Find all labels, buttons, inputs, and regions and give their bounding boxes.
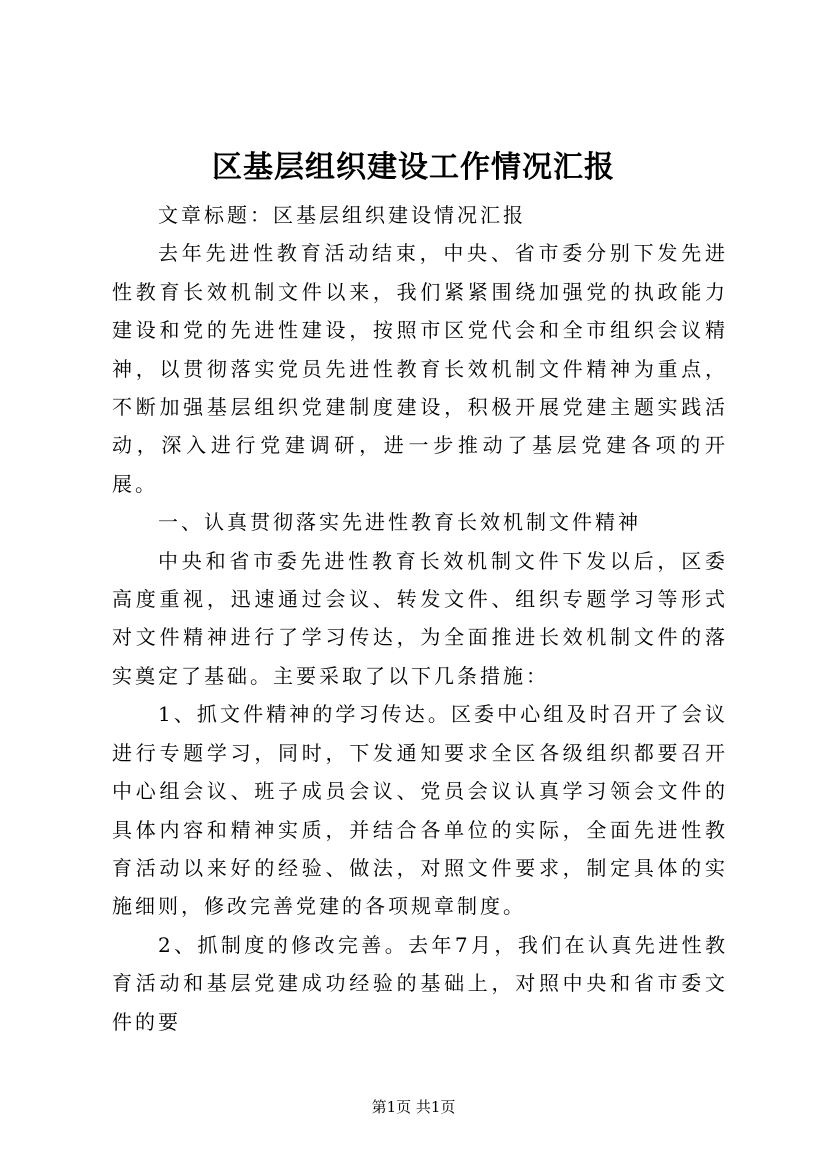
paragraph-item-1: 1、抓文件精神的学习传达。区委中心组及时召开了会议进行专题学习，同时，下发通知要求全区各级组织都要召开中心组会议、班子成员会议、党员会议认真学习领会文件的具体内容和精神实质，并结合各单位的实际，全面先进性教育活动以来好的经验、做法，对照文件要求，制定具体的实施细则，修改完善党建的各项规章制度。 [112, 702, 728, 919]
section-heading-1: 一、认真贯彻落实先进性教育长效机制文件精神 [158, 510, 641, 535]
article-heading: 文章标题：区基层组织建设情况汇报 [158, 203, 526, 227]
paragraph-item-2: 2、抓制度的修改完善。去年7月，我们在认真先进性教育活动和基层党建成功经验的基础上，对照中央和省市委文件的要 [112, 932, 728, 1034]
paragraph-intro: 去年先进性教育活动结束，中央、省市委分别下发先进性教育长效机制文件以来，我们紧紧围绕加强党的执政能力建设和党的先进性建设，按照市区党代会和全市组织会议精神，以贯彻落实党员先进性教育长效机制文件精神为重点，不断加强基层组织党建制度建设，积极开展党建主题实践活动，深入进行党建调研，进一步推动了基层党建各项的开展。 [112, 241, 728, 496]
page-footer: 第1页 共1页 [371, 1098, 456, 1116]
document-body [112, 196, 728, 1041]
paragraph-section-1: 中央和省市委先进性教育长效机制文件下发以后，区委高度重视，迅速通过会议、转发文件、组织专题学习等形式对文件精神进行了学习传达，为全面推进长效机制文件的落实奠定了基础。主要采取了以下几条措施： [112, 548, 728, 688]
document-title: 区基层组织建设工作情况汇报 [212, 150, 615, 185]
